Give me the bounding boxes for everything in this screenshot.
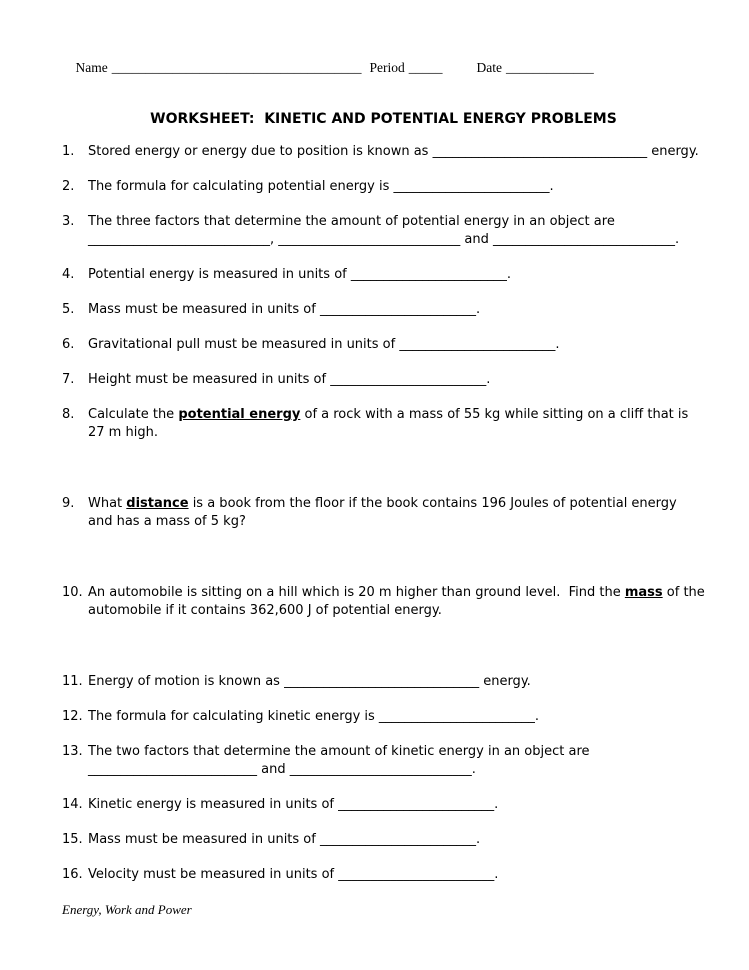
period-field [369,60,442,75]
question-9 [62,495,705,531]
date-blank-line: _____________ [505,60,594,75]
question-number: 9. [62,496,75,511]
text-segment: Potential energy is measured in units of [88,267,351,282]
name-label: Name [75,60,108,75]
question-number: 15. [62,832,83,847]
text-segment: of a rock with a mass of 55 kg while sitting on a cliff that is 27 m high. [88,407,693,440]
question-13 [62,743,705,779]
text-segment: The formula for calculating kinetic energy is [88,709,379,724]
question-number: 3. [62,214,75,229]
header-fields [62,44,705,92]
text-segment: What [88,496,127,511]
text-segment: . [471,762,476,777]
answer-blank: ________________________ [399,337,556,352]
question-text [88,495,705,531]
text-segment: The three factors that determine the amount of potential energy in an object are [88,214,619,229]
date-field [476,60,593,75]
text-segment: . [494,867,499,882]
question-14 [62,796,705,814]
text-segment: . [549,179,554,194]
question-text [88,796,705,814]
question-text [88,143,705,161]
text-segment: Gravitational pull must be measured in units of [88,337,400,352]
question-text [88,371,705,389]
text-segment: The formula for calculating potential energy is [88,179,394,194]
text-segment: is a book from the floor if the book contains 196 Joules of potential energy and has a mass of 5 kg? [88,496,681,529]
text-segment: . [506,267,511,282]
name-blank-line: _____________________________________ [111,60,362,75]
question-number: 11. [62,674,83,689]
question-text [88,336,705,354]
text-segment: energy. [479,674,531,689]
text-segment: and [460,232,493,247]
emphasized-term: mass [624,585,663,600]
question-list [62,143,709,884]
text-segment: Velocity must be measured in units of [88,867,339,882]
question-text [88,406,705,442]
question-number: 5. [62,302,75,317]
answer-blank: ________________________ [338,867,495,882]
question-number: 10. [62,585,83,600]
text-segment: The two factors that determine the amount of kinetic energy in an object are [88,744,594,759]
answer-blank: ________________________ [319,302,476,317]
text-segment: . [675,232,680,247]
question-5 [62,301,705,319]
text-segment: . [494,797,499,812]
question-10 [62,584,709,620]
answer-blank: ________________________ [330,372,487,387]
text-segment: . [534,709,540,724]
emphasized-term: potential energy [178,407,301,422]
question-16 [62,866,705,884]
question-number: 8. [62,407,75,422]
question-text [88,708,705,726]
answer-blank: ________________________ [338,797,495,812]
question-number: 1. [62,144,75,159]
footer-text: Energy, Work and Power [62,902,192,917]
question-text [88,866,705,884]
text-segment: , [270,232,279,247]
text-segment: . [475,832,481,847]
text-segment: Kinetic energy is measured in units of [88,797,339,812]
question-text [88,266,705,284]
question-text [88,213,705,249]
question-6 [62,336,705,354]
text-segment: Mass must be measured in units of [88,832,320,847]
text-segment: An automobile is sitting on a hill which is 20 m higher than ground level. Find the [88,585,625,600]
answer-blank: ____________________________ [493,232,675,247]
question-number: 2. [62,179,75,194]
question-number: 14. [62,797,83,812]
question-number: 6. [62,337,75,352]
question-12 [62,708,705,726]
text-segment: energy. [647,144,699,159]
question-text [88,743,705,779]
period-blank-line: _____ [408,60,443,75]
answer-blank: __________________________ [88,762,257,777]
answer-blank: ____________________________ [289,762,472,777]
text-segment: Calculate the [88,407,179,422]
answer-blank: ________________________ [350,267,507,282]
question-1 [62,143,705,161]
question-number: 13. [62,744,83,759]
answer-blank: ____________________________ [278,232,461,247]
question-8 [62,406,705,442]
question-15 [62,831,705,849]
question-text [88,673,705,691]
answer-blank: ________________________ [378,709,535,724]
question-number: 7. [62,372,75,387]
text-segment: . [486,372,491,387]
answer-blank: _________________________________ [432,144,648,159]
question-text [88,831,705,849]
text-segment: Mass must be measured in units of [88,302,320,317]
answer-blank: ______________________________ [284,674,480,689]
text-segment: Energy of motion is known as [88,674,285,689]
name-field [76,60,362,75]
question-text [88,178,705,196]
question-text [88,301,705,319]
text-segment: . [555,337,560,352]
text-segment: . [475,302,481,317]
worksheet-title: WORKSHEET: KINETIC AND POTENTIAL ENERGY PROBLEMS [150,111,617,127]
text-segment: Height must be measured in units of [88,372,331,387]
period-label: Period [369,60,405,75]
question-11 [62,673,705,691]
question-number: 4. [62,267,75,282]
emphasized-term: distance [126,496,189,511]
text-segment: Stored energy or energy due to position is known as [88,144,433,159]
question-2 [62,178,705,196]
question-text [88,584,709,620]
answer-blank: ____________________________ [88,232,270,247]
text-segment: of the automobile if it contains 362,600 J of potential energy. [88,585,709,618]
text-segment: and [257,762,290,777]
answer-blank: ________________________ [393,179,550,194]
date-label: Date [476,60,502,75]
question-3 [62,213,705,249]
question-number: 16. [62,867,83,882]
question-4 [62,266,705,284]
answer-blank: ________________________ [319,832,476,847]
question-number: 12. [62,709,83,724]
question-7 [62,371,705,389]
